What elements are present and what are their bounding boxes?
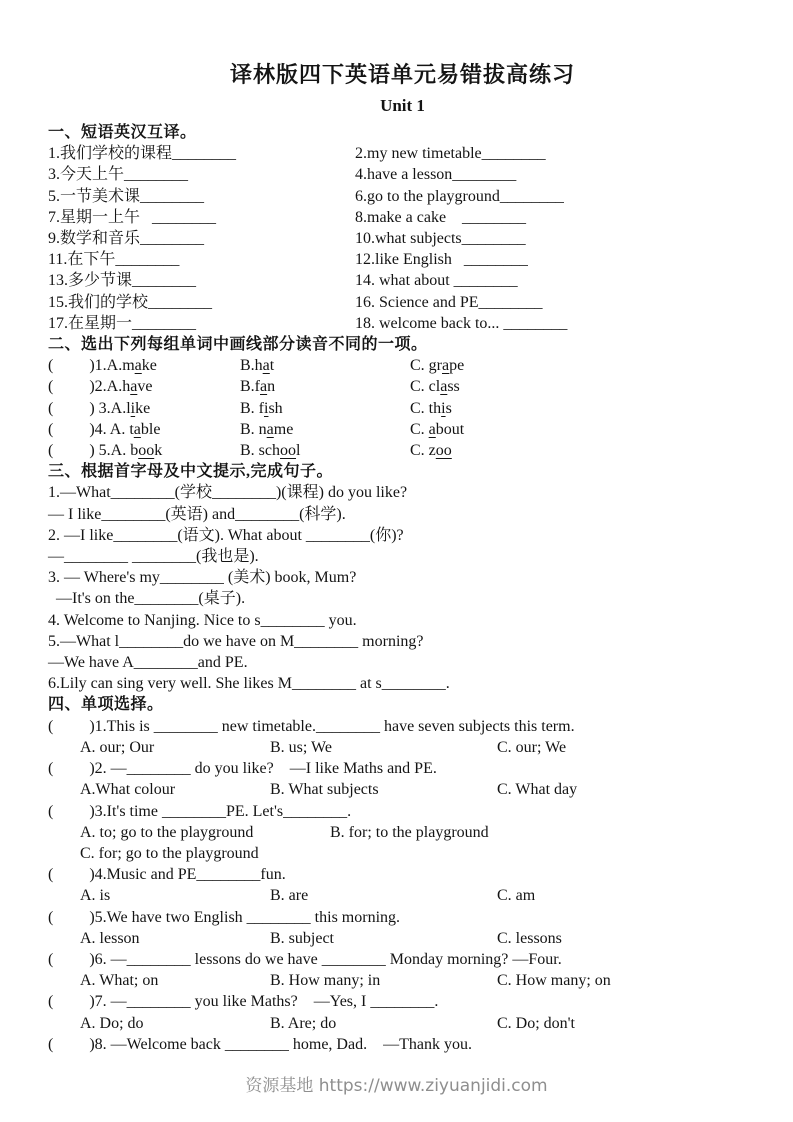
phonics-option-b: B.fan	[240, 378, 276, 396]
phrase-item: 6.go to the playground________	[355, 187, 564, 205]
choice-stem: ( )7. —________ you like Maths? —Yes, I ________.	[48, 993, 439, 1011]
phrase-row	[48, 228, 757, 249]
option-b: B. are	[270, 887, 309, 905]
phrase-item: 10.what subjects________	[355, 230, 526, 248]
worksheet-body	[48, 122, 757, 1055]
choice-item	[48, 801, 757, 865]
phonics-option-c: C. about	[410, 420, 465, 438]
choice-stem: ( )5.We have two English ________ this morning.	[48, 908, 401, 926]
phonics-option-c: C. class	[410, 378, 460, 396]
phrase-item: 12.like English ________	[355, 251, 528, 269]
sentence-line: — I like________(英语) and________(科学).	[48, 505, 346, 523]
phrase-row	[48, 143, 757, 164]
choice-item	[48, 758, 757, 800]
phonics-option-b: B. school	[240, 442, 301, 460]
sentence-line: 6.Lily can sing very well. She likes M________ at s________.	[48, 675, 450, 693]
sentence-line: —We have A________and PE.	[48, 654, 248, 672]
option-b: B. subject	[270, 929, 334, 947]
phrase-item: 8.make a cake ________	[355, 208, 527, 226]
phrase-row	[48, 207, 757, 228]
site-watermark: 资源基地 https://www.ziyuanjidi.com	[245, 1076, 548, 1096]
sentence-line: 4. Welcome to Nanjing. Nice to s________ you.	[48, 611, 357, 629]
phrase-item: 17.在星期一________	[48, 314, 197, 332]
option-c: C. lessons	[497, 929, 562, 947]
phonics-option-a: ( )1.A.make	[48, 357, 157, 375]
option-a: A. What; on	[80, 972, 159, 990]
phrase-item: 18. welcome back to... ________	[355, 314, 568, 332]
phrase-row	[48, 292, 757, 313]
phonics-option-c: C. grape	[410, 357, 465, 375]
unit-label: Unit 1	[380, 96, 425, 115]
phonics-option-a: ( ) 5.A. book	[48, 442, 163, 460]
option-a: A. is	[80, 887, 111, 905]
options-row	[80, 822, 757, 843]
section3-sentence-list	[48, 482, 757, 694]
option-c: C. our; We	[497, 738, 567, 756]
option-a: A.What colour	[80, 781, 176, 799]
options-row	[80, 885, 757, 906]
phrase-row	[48, 164, 757, 185]
page-title: 译林版四下英语单元易错拔高练习	[229, 62, 575, 87]
answer-paren: ( )4.	[48, 420, 110, 438]
phonics-row	[48, 376, 757, 397]
option-b: B. Are; do	[270, 1014, 337, 1032]
option-c: C. Do; don't	[497, 1014, 575, 1032]
phrase-row	[48, 270, 757, 291]
sentence-line: 1.—What________(学校________)(课程) do you like?	[48, 484, 408, 502]
option-a: A. lesson	[80, 929, 140, 947]
phonics-option-b: B. name	[240, 420, 294, 438]
option-b: B. for; to the playground	[330, 823, 489, 841]
section1-heading: 一、短语英汉互译。	[48, 124, 197, 141]
options-row	[80, 1013, 757, 1034]
phrase-item: 9.数学和音乐________	[48, 230, 205, 248]
section2-phonics-list	[48, 355, 757, 461]
section1-phrase-list	[48, 143, 757, 334]
phrase-item: 5.一节美术课________	[48, 187, 205, 205]
phonics-option-a: ( ) 3.A.like	[48, 399, 151, 417]
phrase-item: 4.have a lesson________	[355, 166, 517, 184]
sentence-line: 3. — Where's my________ (美术) book, Mum?	[48, 569, 357, 587]
choice-stem: ( )8. —Welcome back ________ home, Dad. —Thank you.	[48, 1035, 472, 1053]
option-b: B. How many; in	[270, 972, 381, 990]
phonics-row	[48, 398, 757, 419]
choice-item	[48, 907, 757, 949]
sentence-line: 5.—What l________do we have on M________ morning?	[48, 632, 424, 650]
phonics-option-c: C. zoo	[410, 442, 452, 460]
choice-stem: ( )6. —________ lessons do we have ________ Monday morning? —Four.	[48, 950, 562, 968]
option-a: A. to; go to the playground	[80, 823, 254, 841]
answer-paren: ( ) 3.	[48, 399, 111, 417]
phrase-item: 15.我们的学校________	[48, 293, 213, 311]
section2-heading: 二、选出下列每组单词中画线部分读音不同的一项。	[48, 336, 428, 354]
answer-paren: ( )1.	[48, 357, 107, 375]
phonics-option-b: B. fish	[240, 399, 283, 417]
phonics-option-b: B.hat	[240, 357, 275, 375]
phonics-row	[48, 419, 757, 440]
phrase-item: 16. Science and PE________	[355, 293, 543, 311]
phonics-option-a: ( )4. A. table	[48, 420, 161, 438]
phrase-row	[48, 313, 757, 334]
phrase-item: 11.在下午________	[48, 251, 180, 269]
answer-paren: ( ) 5.	[48, 442, 111, 460]
option-a: A. Do; do	[80, 1014, 144, 1032]
options-row	[80, 928, 757, 949]
choice-item	[48, 1034, 757, 1055]
phrase-item: 1.我们学校的课程________	[48, 145, 237, 163]
option-b: B. What subjects	[270, 781, 379, 799]
choice-item	[48, 864, 757, 906]
sentence-line: 2. —I like________(语文). What about ________(你)?	[48, 526, 404, 544]
answer-paren: ( )2.	[48, 378, 107, 396]
section4-heading: 四、单项选择。	[48, 696, 164, 714]
choice-item	[48, 949, 757, 991]
phonics-row	[48, 440, 757, 461]
phrase-item: 14. what about ________	[355, 272, 518, 290]
phrase-item: 3.今天上午________	[48, 166, 189, 184]
choice-stem: ( )1.This is ________ new timetable.________ have seven subjects this term.	[48, 717, 575, 735]
option-a: A. our; Our	[80, 738, 155, 756]
phonics-option-c: C. this	[410, 399, 452, 417]
option-c: C. How many; on	[497, 972, 611, 990]
phrase-row	[48, 186, 757, 207]
section4-choice-list	[48, 716, 757, 1055]
options-row	[80, 970, 757, 991]
choice-stem: ( )3.It's time ________PE. Let's________.	[48, 802, 352, 820]
phonics-option-a: ( )2.A.have	[48, 378, 153, 396]
options-row	[80, 737, 757, 758]
option-c: C. What day	[497, 781, 578, 799]
phrase-item: 13.多少节课________	[48, 272, 197, 290]
phonics-row	[48, 355, 757, 376]
option-b: B. us; We	[270, 738, 332, 756]
options-row	[80, 779, 757, 800]
options-row	[80, 843, 757, 864]
option-c: C. for; go to the playground	[80, 844, 259, 862]
phrase-item: 2.my new timetable________	[355, 145, 546, 163]
choice-item	[48, 991, 757, 1033]
phrase-row	[48, 249, 757, 270]
phrase-item: 7.星期一上午 ________	[48, 208, 217, 226]
sentence-line: —It's on the________(桌子).	[48, 590, 246, 608]
choice-item	[48, 716, 757, 758]
choice-stem: ( )4.Music and PE________fun.	[48, 866, 286, 884]
sentence-line: —________ ________(我也是).	[48, 548, 259, 566]
option-c: C. am	[497, 887, 536, 905]
choice-stem: ( )2. —________ do you like? —I like Maths and PE.	[48, 760, 437, 778]
section3-heading: 三、根据首字母及中文提示,完成句子。	[48, 463, 334, 481]
